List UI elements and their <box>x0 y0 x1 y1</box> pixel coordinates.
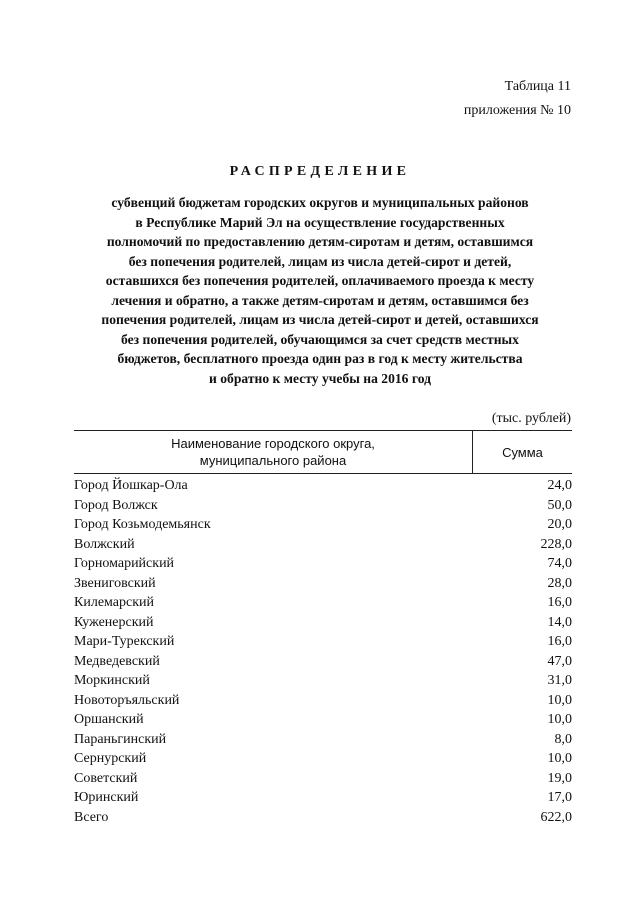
row-amount: 28,0 <box>547 575 572 591</box>
row-amount: 24,0 <box>547 478 572 493</box>
row-amount: 17,0 <box>547 790 572 805</box>
table-row <box>74 691 572 711</box>
row-district-name: Горномарийский <box>74 556 175 571</box>
row-amount: 74,0 <box>547 556 572 571</box>
row-district-name: Мари-Турекский <box>74 634 175 649</box>
subtitle-line: лечения и обратно, а также детям-сиротам и детям, оставшимся без <box>111 292 529 308</box>
row-district-name: Параньгинский <box>74 731 167 747</box>
table-reference: Таблица 11 <box>504 79 571 94</box>
row-amount: 19,0 <box>547 770 572 786</box>
table-row <box>74 788 572 808</box>
row-district-name: Моркинский <box>74 673 150 688</box>
total-value: 622,0 <box>540 810 572 825</box>
table-row <box>74 710 572 730</box>
total-label: Всего <box>74 810 109 825</box>
subtitle-line: субвенций бюджетам городских округов и муниципальных районов <box>111 195 529 210</box>
row-district-name: Советский <box>74 770 138 786</box>
table-row <box>74 749 572 769</box>
row-district-name: Оршанский <box>74 712 144 727</box>
row-district-name: Куженерский <box>74 614 154 630</box>
table-header <box>74 430 572 474</box>
column-header-name-line2: муниципального района <box>199 453 347 468</box>
row-district-name: Новоторъяльский <box>74 692 180 708</box>
subtitle-line: без попечения родителей, лицам из числа детей-сирот и детей, <box>128 253 512 269</box>
row-amount: 228,0 <box>540 536 572 552</box>
row-district-name: Медведевский <box>74 653 160 669</box>
document-subtitle <box>70 193 570 388</box>
subtitle-line: без попечения родителей, обучающимся за счет средств местных <box>121 331 519 347</box>
row-district-name: Юринский <box>74 790 139 805</box>
table-row <box>74 613 572 633</box>
appendix-reference: приложения № 10 <box>463 103 571 118</box>
total-row <box>74 808 572 827</box>
table-body <box>74 476 572 808</box>
row-district-name: Килемарский <box>74 595 155 610</box>
table-row <box>74 535 572 555</box>
row-amount: 10,0 <box>547 692 572 708</box>
table-row <box>74 632 572 652</box>
document-title: РАСПРЕДЕЛЕНИЕ <box>229 164 411 179</box>
subtitle-line: и обратно к месту учебы на 2016 год <box>209 370 431 386</box>
row-district-name: Сернурский <box>74 751 147 766</box>
table-row <box>74 554 572 574</box>
subtitle-line: в Республике Марий Эл на осуществление государственных <box>135 214 505 230</box>
table-row <box>74 671 572 691</box>
row-district-name: Город Йошкар-Ола <box>74 478 188 493</box>
row-amount: 16,0 <box>547 634 572 649</box>
row-amount: 10,0 <box>547 751 572 766</box>
column-header-sum: Сумма <box>502 444 543 460</box>
table-row <box>74 515 572 535</box>
subtitle-line: полномочий по предоставлению детям-сиротам и детям, оставшимся <box>106 234 534 249</box>
unit-label: (тыс. рублей) <box>491 411 571 426</box>
table-row <box>74 476 572 496</box>
row-amount: 8,0 <box>554 731 572 747</box>
table-row <box>74 652 572 672</box>
column-header-name-line1: Наименование городского округа, <box>171 436 375 451</box>
table-row <box>74 730 572 750</box>
row-amount: 47,0 <box>547 653 572 669</box>
subtitle-line: оставшихся без попечения родителей, оплачиваемого проезда к месту <box>105 273 535 288</box>
row-district-name: Звениговский <box>74 575 156 591</box>
row-amount: 50,0 <box>547 497 572 513</box>
subtitle-line: бюджетов, бесплатного проезда один раз в год к месту жительства <box>117 351 523 366</box>
table-row <box>74 496 572 516</box>
row-amount: 14,0 <box>547 614 572 630</box>
column-header-name <box>74 431 473 473</box>
row-amount: 16,0 <box>547 595 572 610</box>
table-row <box>74 574 572 594</box>
subtitle-line: попечения родителей, лицам из числа детей-сирот и детей, оставшихся <box>101 312 539 327</box>
table-row <box>74 769 572 789</box>
row-district-name: Город Козьмодемьянск <box>74 517 211 532</box>
row-district-name: Волжский <box>74 536 135 552</box>
row-district-name: Город Волжск <box>74 497 158 513</box>
row-amount: 10,0 <box>547 712 572 727</box>
table-row <box>74 593 572 613</box>
row-amount: 20,0 <box>547 517 572 532</box>
row-amount: 31,0 <box>547 673 572 688</box>
